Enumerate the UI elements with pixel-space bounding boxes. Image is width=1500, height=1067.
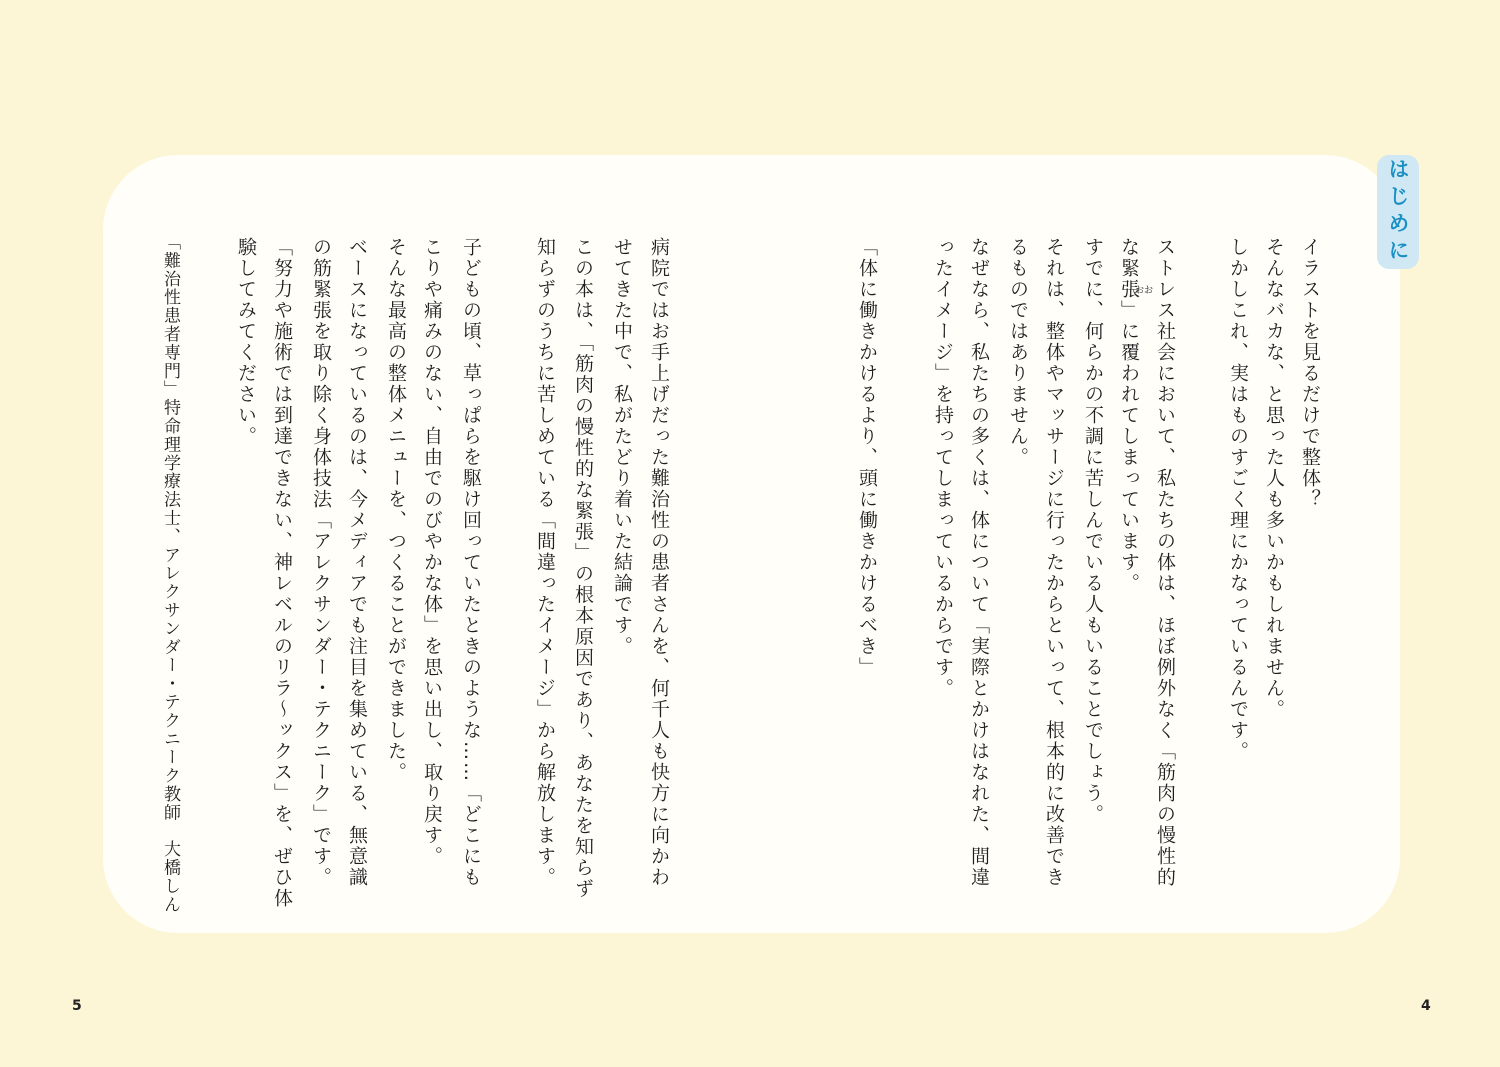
text-column: ベースになっているのは、今メディアでも注目を集めている、無意識 [346,237,368,888]
text-column: それは、整体やマッサージに行ったからといって、根本的に改善でき [1043,237,1065,888]
text-column: イラストを見るだけで整体？ [1299,237,1321,510]
text-column: ったイメージ」を持ってしまっているからです。 [932,237,954,699]
ruby-annotation: おお [1135,286,1154,296]
heading-tab [1377,155,1419,269]
text-column: せてきた中で、私がたどり着いた結論です。 [611,237,633,657]
heading-title: はじめに [1386,158,1410,266]
text-column: そんなバカな、と思った人も多いかもしれません。 [1263,237,1285,720]
text-column: 「体に働きかけるより、頭に働きかけるべき」 [856,237,878,678]
text-column: 子どもの頃、草っぱらを駆け回っていたときのような……「どこにも [460,237,482,888]
text-column: そんな最高の整体メニューを、つくることができました。 [385,237,407,783]
text-column: ストレス社会において、私たちの体は、ほぼ例外なく「筋肉の慢性的 [1154,237,1176,888]
text-column: この本は、「筋肉の慢性的な緊張」の根本原因であり、あなたを知らず [572,237,594,900]
text-column: しかしこれ、実はものすごく理にかなっているんです。 [1227,237,1249,762]
text-column: 病院ではお手上げだった難治性の患者さんを、何千人も快方に向かわ [648,237,670,888]
text-column: 「努力や施術では到達できない、神レベルのリラ〜ックス」を、ぜひ体 [271,237,293,909]
text-column: の筋緊張を取り除く身体技法「アレクサンダー・テクニーク」です。 [310,237,332,888]
text-column: 知らずのうちに苦しめている「間違ったイメージ」から解放します。 [534,237,556,888]
author-signature: 「難治性患者専門」特命理学療法士、アレクサンダー・テクニーク教師 大橋しん [160,233,180,914]
text-column: こりや痛みのない、自由でのびやかな体」を思い出し、取り戻す。 [421,237,443,867]
text-column: な緊張」に覆われてしまっています。 [1118,237,1140,594]
text-column: るものではありません。 [1007,237,1029,468]
text-column: なぜなら、私たちの多くは、体について「実際とかけはなれた、間違 [968,237,990,888]
page-number-right: 4 [1421,998,1431,1014]
text-column: 験してみてください。 [235,237,257,447]
text-column: すでに、何らかの不調に苦しんでいる人もいることでしょう。 [1082,237,1104,825]
content-card [103,155,1400,933]
page-number-left: 5 [72,998,82,1014]
